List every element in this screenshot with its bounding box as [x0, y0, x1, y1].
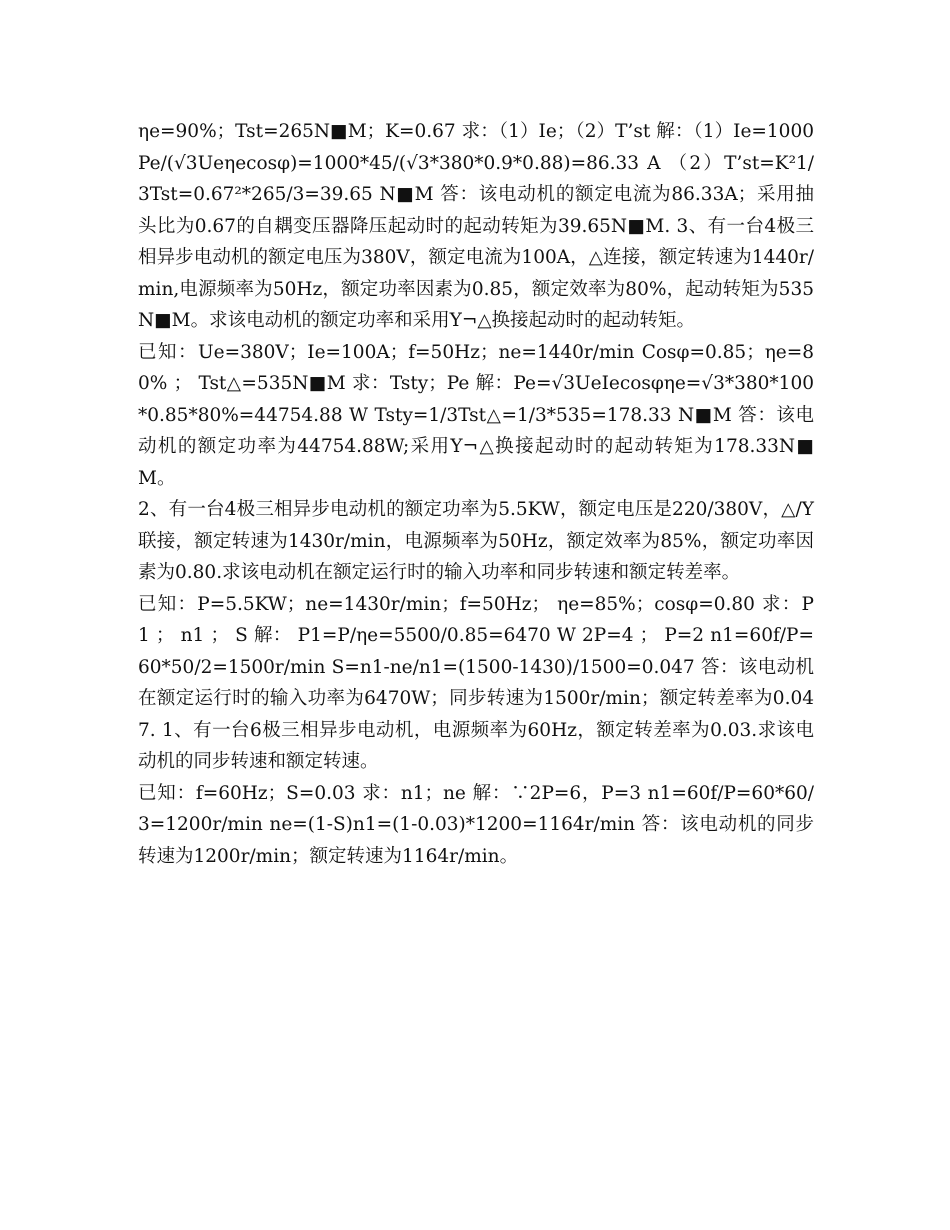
- paragraph-1: ηe=90%；Tst=265N■M；K=0.67 求：（1）Ie；（2）T’st 解：（1）Ie=1000Pe/(√3Ueηecosφ)=1000*45/(√3*380*0.9*0.88)=86.33 A （2）T’st=K²1/3Tst=0.67²*265/3=39.65 N■M 答：该电动机的额定电流为86.33A；采用抽头比为0.67的自耦变压器降压起动时的起动转矩为39.65N■M. 3、有一台4极三相异步电动机的额定电压为380V，额定电流为100A，△连接，额定转速为1440r/min,电源频率为50Hz，额定功率因素为0.85，额定效率为80%，起动转矩为535N■M。求该电动机的额定功率和采用Y¬△换接起动时的起动转矩。: [138, 121, 814, 331]
- paragraph-5: 已知：f=60Hz；S=0.03 求：n1；ne 解：∵2P=6，P=3 n1=60f/P=60*60/3=1200r/min ne=(1-S)n1=(1-0.03)*1200=1164r/min 答：该电动机的同步转速为1200r/min；额定转速为1164r/min。: [138, 782, 814, 867]
- paragraph-4: 已知：P=5.5KW；ne=1430r/min；f=50Hz； ηe=85%；cosφ=0.80 求：P1 ； n1 ； S 解： P1=P/ηe=5500/0.85=6470 W 2P=4 ； P=2 n1=60f/P=60*50/2=1500r/min S=n1-ne/n1=(1500-1430)/1500=0.047 答：该电动机在额定运行时的输入功率为6470W；同步转速为1500r/min；额定转差率为0.047. 1、有一台6极三相异步电动机，电源频率为60Hz，额定转差率为0.03.求该电动机的同步转速和额定转速。: [138, 593, 814, 772]
- paragraph-3: 2、有一台4极三相异步电动机的额定功率为5.5KW，额定电压是220/380V，△/Y联接，额定转速为1430r/min，电源频率为50Hz，额定效率为85%，额定功率因素为0.80.求该电动机在额定运行时的输入功率和同步转速和额定转差率。: [138, 499, 814, 583]
- paragraph-2: 已知：Ue=380V；Ie=100A；f=50Hz；ne=1440r/min Cosφ=0.85；ηe=80% ； Tst△=535N■M 求：Tsty；Pe 解：Pe=√3UeIecosφηe=√3*380*100*0.85*80%=44754.88 W Tsty=1/3Tst△=1/3*535=178.33 N■M 答：该电动机的额定功率为44754.88W;采用Y¬△换接起动时的起动转矩为178.33N■M。: [138, 341, 814, 489]
- document-body: [138, 116, 814, 872]
